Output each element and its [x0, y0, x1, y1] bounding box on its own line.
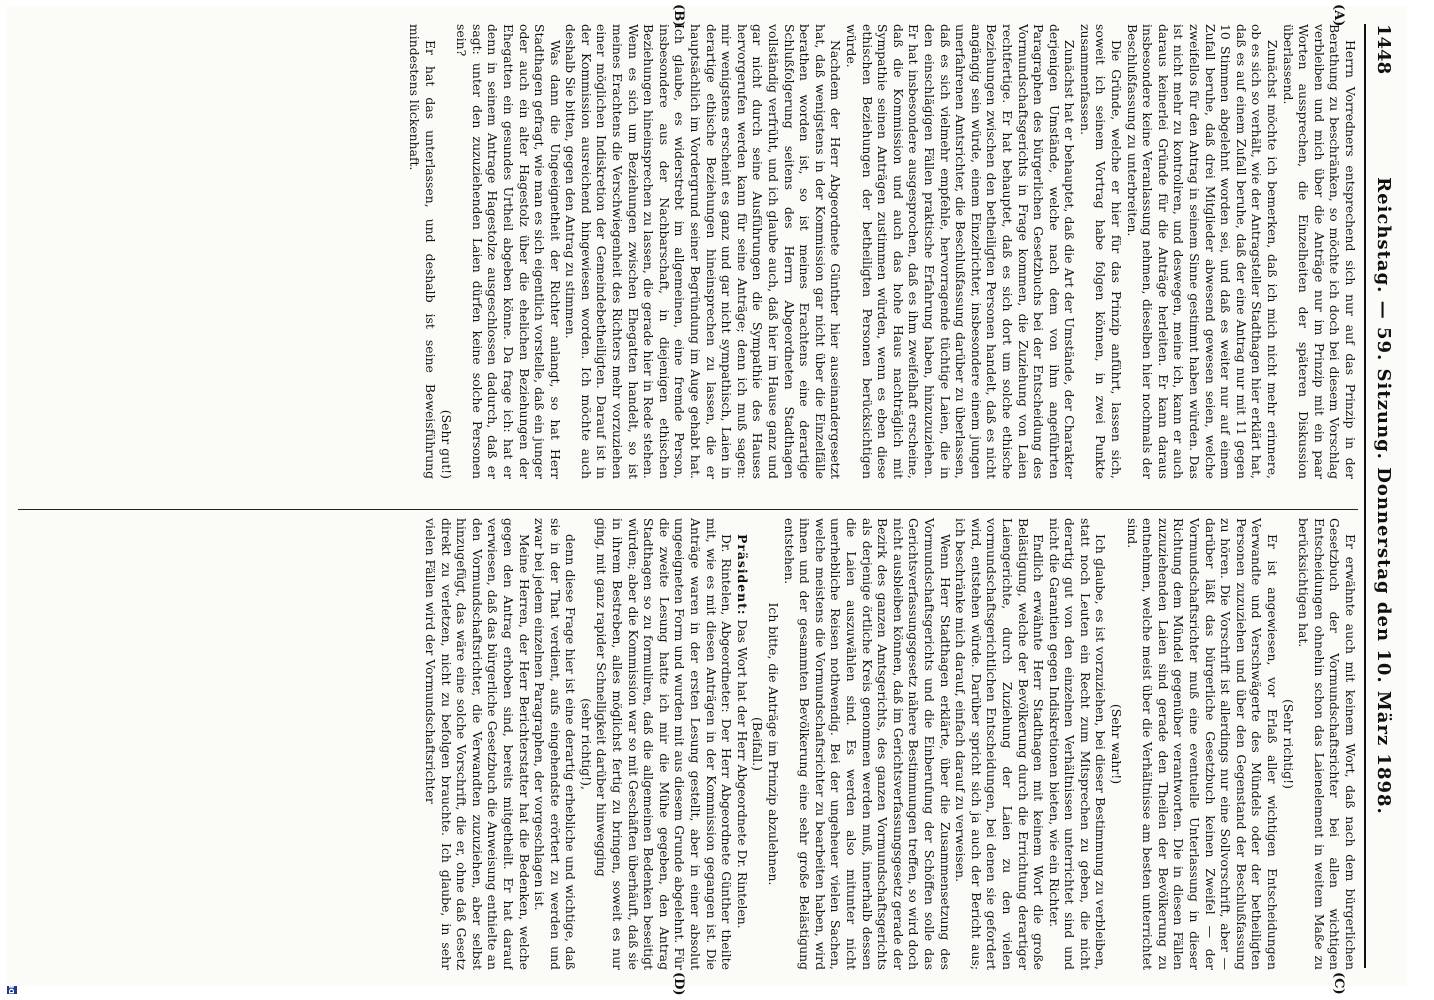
paragraph: (Sehr gut!): [438, 409, 454, 479]
scanned-page: [6, 4, 1406, 996]
paragraph: Er ist angewiesen, vor Erlaß aller wichtigen Entscheidungen Verwandte und Verschwägerte des Mündels oder der betheiligten Personen zuzuziehen und über den Gegenstand der Beschlußfassung zu hören. Die Vorschrift ist allerdings nur eine Sollvorschrift, aber — darüber läßt das bürgerliche Gesetzbuch keinen Zweifel — der Vormundschaftsrichter muß eine eventuelle Unterlassung in dieser Richtung dem Mündel gegenüber verantworten. Die in diesen Fällen zuzuziehenden Laien sind gerade den Theilen der Bevölkerung zu entnehmen, welche meist über die Verhältnisse am besten unterrichtet sind.: [1124, 518, 1281, 970]
margin-marker-d: (D): [671, 972, 686, 996]
paragraph: Was dann die Ungeeignetheit der Richter anlangt, so hat Herr Stadthagen gefragt, wie man es sich eigentlich vorstelle, daß ein junger oder auch ein alter Hagestolz über die ehelichen Beziehungen der Ehegatten ein gesundes Urtheil abgeben könne. Da frage ich: hat er denn in seinem Antrage Hagestolze ausgeschlossen dadurch, daß er sagt: unter den zuzuziehenden Laien dürfen keine solche Personen sein?: [454, 24, 563, 479]
paragraph: Nachdem der Herr Abgeordnete Günther hier auseinandergesetzt hat, daß wenigstens in der Kommission gar nicht über die Einzelfälle berathen worden ist, so ist meines Erachtens eine derartige Schlußfolgerung seitens des Herrn Abgeordneten Stadthagen vollständig verfrüht, und ich glaube auch, daß hier im Hause ganz und gar nicht durch seine Ausführungen die Sympathie des Hauses hervorgerufen werden kann für seine Anträge; denn ich muß sagen: mir wenigstens erscheint es ganz und gar nicht sympathisch, Laien in derartige ethische Beziehungen hineinsprechen zu lassen, die er hauptsächlich im Vordergrund seiner Begründung im Auge gehabt hat. Ich glaube, es widerstrebt im allgemeinen, eine fremde Person, insbesondere aus der Nachbarschaft, in diejenigen ethischen Beziehungen hineinsprechen zu lassen, die gerade hier in Rede stehen. Wenn es sich um Beziehungen zwischen Ehegatten handelt, so ist meines Erachtens die Verschwiegenheit des Richters mehr vorzuziehen einer möglichen Indiskretion der Gemeindebetheiligten. Darauf ist in der Kommission ausreichend hingewiesen worden. Ich möchte auch deshalb Sie bitten, gegen den Antrag zu stimmen.: [563, 24, 844, 479]
speaker-label: Präsident:: [734, 534, 750, 616]
margin-marker-b: (B): [671, 4, 686, 28]
paragraph: Präsident: Das Wort hat der Herr Abgeordnete Dr. Rintelen.: [734, 534, 750, 929]
paragraph: (sehr richtig!),: [578, 698, 594, 790]
paragraph: Er hat das unterlassen, und deshalb ist seine Beweisführung mindestens lückenhaft.: [407, 24, 438, 479]
paragraph: (Sehr richtig!): [1280, 699, 1296, 789]
margin-marker-c: (C): [1331, 972, 1346, 995]
margin-marker-a: (A): [1331, 4, 1346, 27]
paragraph: Ich bitte, die Anträge im Prinzip abzulehnen.: [766, 602, 782, 886]
paragraph: Meine Herren, der Herr Berichterstatter hat die Bedenken, welche gegen den Antrag erhoben sind, bereits mitgetheilt. Er hat darauf verwiesen, daß das bürgerliche Gesetzbuch die Anweisung enthielte an den Vormundschaftsrichter, die Verwandten zuzuziehen, aber selbst hinzugefügt, das wäre eine solche Vorschrift, die er, ohne daß Gesetz direkt zu verletzen, nicht zu befolgen brauchte. Ich glaube, in sehr vielen Fällen wird der Vormundschaftsrichter: [422, 518, 532, 970]
left-text-column: [18, 24, 1358, 479]
paragraph: Zunächst möchte ich bemerken, daß ich mich nicht mehr erinnere, ob es sich so verhält, wie der Antragsteller Stadthagen hier erklärt hat, daß es auf einem Zufall beruhe, daß der eine Antrag nur mit 11 gegen 10 Stimmen abgelehnt worden sei, und daß es weiter nur auf einem Zufall beruhe, daß drei Mitglieder abwesend gewesen seien, welche zweifellos für den Antrag in seinem Sinne gestimmt haben würden. Das ist nicht mehr zu kontroliren, und deswegen, meine ich, kann er auch daraus keinerlei Gründe für die Anträge herleiten. Er kann daraus insbesondere keine Veranlassung nehmen, dieselben hier nochmals der Beschlußfassung zu unterbreiten.: [1124, 24, 1281, 479]
paragraph: Er erwähnte auch mit keinem Wort, daß nach dem bürgerlichen Gesetzbuch der Vormundschaftsrichter bei allen wichtigen Entscheidungen ohnehin schon das Laienelement in weitem Maße zu berücksichtigen hat.: [1296, 518, 1358, 970]
page-header: [1364, 24, 1398, 968]
paragraph: (Sehr wahr!): [1109, 703, 1125, 785]
paragraph: Endlich erwähnte Herr Stadthagen mit keinem Wort die große Belästigung, welche der Bevölkerung durch die Errichtung derartiger Laiengerichte, durch Zuziehung der Laien zu den vielen vormundschaftsgerichtlichen Entscheidungen, bei denen sie gefordert wird, entstehen würde. Darüber spricht sich ja auch der Bericht aus; ich beschränke mich darauf, einfach darauf zu verweisen.: [953, 518, 1047, 970]
right-text-column: [18, 509, 1358, 970]
paragraph: (Beifall.): [750, 717, 766, 771]
page-number: 1448: [1373, 24, 1394, 75]
paragraph: Herrn Vorredners entsprechend sich nur auf das Prinzip in der Berathung zu beschränken, so möchte ich doch bei diesem Vorschlag verbleiben und mich über die Anträge nur im Prinzip mit ein paar Worten aussprechen, die Einzelheiten der späteren Diskussion überlassend.: [1280, 24, 1358, 479]
paragraph: Zunächst hat er behauptet, daß die Art der Umstände, der Charakter derjenigen Umstände, welche nach dem von ihm angeführten Paragraphen des bürgerlichen Gesetzbuchs bei der Entscheidung des Vormundschaftsgerichts in Frage kommen, die Zuziehung von Laien rechtfertige. Er hat behauptet, daß es sich dort um solche ethische Beziehungen zwischen den betheiligten Personen handelt, daß es nicht angängig sein würde, einem Einzelrichter, insbesondere einem jungen unerfahrenen Amtsrichter, die Beschlußfassung darüber zu überlassen, daß es sich vielmehr empfehle, hervorragende tüchtige Laien, die in den einschlägigen Fällen praktische Erfahrung haben, hinzuzuziehen. Er hat insbesondere ausgesprochen, daß es ihm zweifelhaft erscheine, daß die Kommission und auch das hohe Haus nachträglich mit Sympathie seinen Anträgen zustimmen würden, wenn es eben diese ethischen Beziehungen der betheiligten Personen berücksichtigen würde.: [844, 24, 1078, 479]
paragraph: Dr. Rintelen, Abgeordneter: Der Herr Abgeordnete Günther theilte mit, wie es mit diesen Anträgen in der Kommission gegangen ist. Die Anträge waren in der ersten Lesung gestellt, aber in einer absolut ungeeigneten Form und wurden mit aus diesem Grunde abgelehnt. Für die zweite Lesung hatte ich mir die Mühe gegeben, den Antrag Stadthagen so zu formuliren, daß die allgemeinen Bedenken beseitigt würden; aber die Kommission war so mit Geschäften überhäuft, daß sie in ihrem Bestreben, alles möglichst fertig zu bringen, soweit es nur ging, mit ganz rapider Schnelligkeit darüber hinwegging: [594, 518, 735, 970]
paragraph: denn diese Frage hier ist eine derartig erhebliche und wichtige, daß sie in der That verdient, aufs eingehendste erörtert zu werden und zwar bei jedem einzelnen Paragraphen, der vorgeschlagen ist.: [532, 518, 579, 970]
paragraph: Die Gründe, welche er hier für das Prinzip anführt, lassen sich, soweit ich seinem Vortrag habe folgen können, in zwei Punkte zusammenfassen.: [1077, 24, 1125, 479]
paragraph: Wenn Herr Stadthagen erklärte, über die Zusammensetzung des Vormundschaftsgerichts und die Einberufung der Schöffen solle das Gerichtsverfassungsgesetz nähere Bestimmungen treffen, so wird doch nicht ausbleiben können, daß im Gerichtsverfassungsgesetz gerade der Bezirk des ganzen Amtsgerichts, des ganzen Vormundschaftsgerichts als derjenige örtliche Kreis genommen werden muß, innerhalb dessen die Laien auszuwählen sind. Es werden also mitunter nicht unerhebliche Reisen nothwendig. Bei der ungeheuer vielen Sachen, welche meistens die Vormundschaftsrichter zu bearbeiten haben, wird ihnen und der gesammten Bevölkerung eine sehr große Belästigung entstehen.: [781, 518, 953, 970]
running-title: Reichstag. — 59. Sitzung. Donnerstag den 10. März 1898.: [1373, 177, 1394, 815]
paragraph: Ich glaube, es ist vorzuziehen, bei dieser Bestimmung zu verbleiben, statt noch Leuten ein Recht zum Mitsprechen zu geben, die nicht derartig gut von den einzelnen Verhältnissen unterrichtet sind und nicht die Garantien gegen Indiskretionen bieten, wie ein Richter.: [1046, 518, 1109, 970]
